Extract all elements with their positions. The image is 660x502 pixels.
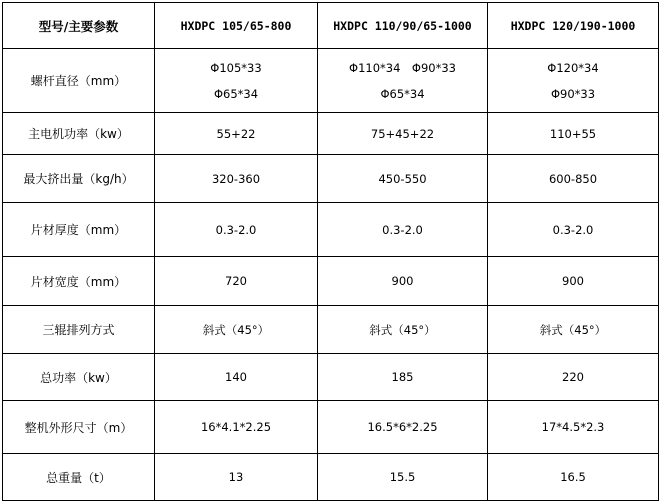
cell-value: 140 [225,370,247,384]
table-cell [155,401,318,454]
cell-value: 16*4.1*2.25 [200,420,272,434]
table-cell [318,257,488,306]
row-label: 三辊排列方式 [3,306,155,354]
cell-value: Φ120*34 [547,60,599,75]
cell-value: 320-360 [211,171,261,186]
table-cell [318,306,488,354]
table-cell [488,454,659,501]
row-label: 总功率（kw） [3,354,155,401]
table-cell [318,113,488,155]
table-cell [155,354,318,401]
table-cell [318,203,488,257]
spec-table [2,2,659,501]
cell-value: 17*4.5*2.3 [541,420,605,434]
table-cell [155,203,318,257]
cell-value: 13 [228,470,244,484]
row-label: 最大挤出量（kg/h） [3,155,155,203]
table-cell [488,155,659,203]
row-label: 总重量（t） [3,454,155,501]
header-model-3: HXDPC 120/190-1000 [488,3,659,49]
table-cell [318,354,488,401]
table-row [3,155,659,203]
cell-value: Φ65*34 [380,86,425,101]
table-row [3,49,659,113]
header-model-2: HXDPC 110/90/65-1000 [318,3,488,49]
table-row [3,454,659,501]
cell-value: 450-550 [378,171,427,186]
table-cell [155,155,318,203]
table-cell [488,203,659,257]
header-row [3,3,659,49]
cell-value: 110+55 [549,126,597,141]
cell-value: 900 [391,274,414,288]
cell-value: Φ65*34 [213,86,259,101]
table-cell [488,49,659,113]
table-cell [488,354,659,401]
table-cell [155,49,318,113]
table-cell [488,306,659,354]
table-row [3,354,659,401]
table-row [3,203,659,257]
row-label: 螺杆直径（mm） [3,49,155,113]
table-cell [488,401,659,454]
cell-value: 0.3-2.0 [382,222,423,237]
table-row [3,113,659,155]
table-row [3,306,659,354]
table-cell [155,306,318,354]
cell-value: Φ90*33 [550,86,596,101]
spec-body [3,49,659,501]
cell-value: 900 [562,274,584,288]
cell-value: 720 [225,274,247,288]
table-cell [488,257,659,306]
cell-value: Φ110*34 Φ90*33 [349,60,456,75]
cell-value: 斜式（45°） [539,322,607,337]
table-row [3,257,659,306]
header-model-1: HXDPC 105/65-800 [155,3,318,49]
table-row [3,401,659,454]
cell-value: 0.3-2.0 [552,222,594,237]
table-cell [318,401,488,454]
cell-value: Φ105*33 [210,60,262,75]
header-first: 型号/主要参数 [3,3,155,49]
row-label: 主电机功率（kw） [3,113,155,155]
table-cell [318,454,488,501]
cell-value: 16.5 [560,470,586,484]
cell-value: 55+22 [216,126,256,141]
row-label: 片材宽度（mm） [3,257,155,306]
table-cell [488,113,659,155]
table-cell [155,454,318,501]
cell-value: 15.5 [389,470,416,484]
cell-value: 185 [391,370,414,384]
row-label: 整机外形尺寸（m） [3,401,155,454]
table-cell [155,257,318,306]
row-label: 片材厚度（mm） [3,203,155,257]
table-cell [318,155,488,203]
cell-value: 75+45+22 [370,126,435,141]
cell-value: 600-850 [548,171,598,186]
cell-value: 0.3-2.0 [215,222,257,237]
cell-value: 16.5*6*2.25 [367,420,438,434]
cell-value: 斜式（45°） [369,322,436,337]
table-cell [155,113,318,155]
table-cell [318,49,488,113]
cell-value: 斜式（45°） [202,322,270,337]
cell-value: 220 [562,370,584,384]
